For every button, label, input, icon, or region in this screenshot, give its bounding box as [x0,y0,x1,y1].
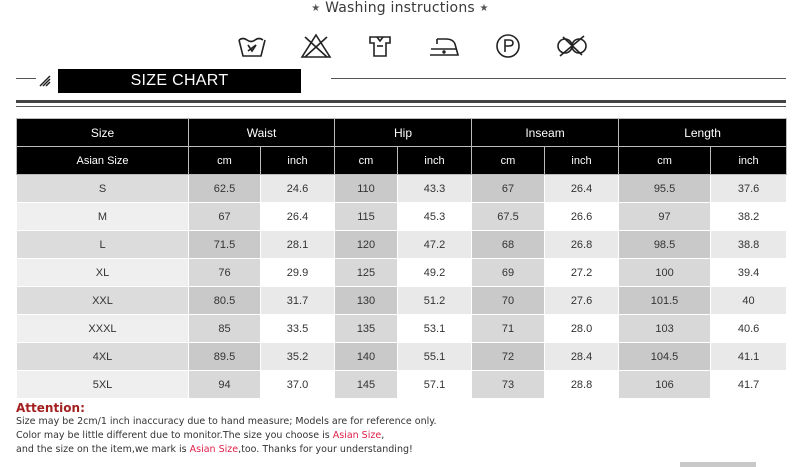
size-label-cell: S [17,175,189,203]
size-chart-banner [58,69,301,93]
divider-line [331,78,786,79]
star-icon: ★ [311,3,321,14]
column-subheader-unit: cm [189,147,261,175]
table-row [17,203,787,231]
size-label-cell: XXXL [17,315,189,343]
column-subheader-asian-size: Asian Size [17,147,189,175]
scrollbar[interactable] [680,462,756,467]
measurement-cell: 39.4 [711,259,787,287]
measurement-cell: 53.1 [398,315,472,343]
measurement-cell: 145 [335,371,398,399]
attention-line-3-text: and the size on the item,we mark is [16,444,190,455]
measurement-cell: 41.1 [711,343,787,371]
measurement-cell: 130 [335,287,398,315]
measurement-cell: 40 [711,287,787,315]
size-label-cell: XXL [17,287,189,315]
measurement-cell: 47.2 [398,231,472,259]
column-header-size: Size [17,119,189,147]
washing-title-text: Washing instructions [325,0,475,16]
banner-arrow-icon [38,74,52,88]
measurement-cell: 28.1 [261,231,335,259]
size-label-cell: XL [17,259,189,287]
measurement-cell: 72 [472,343,545,371]
measurement-cell: 26.4 [545,175,619,203]
measurement-cell: 85 [189,315,261,343]
column-subheader-unit: inch [398,147,472,175]
measurement-cell: 71 [472,315,545,343]
measurement-cell: 51.2 [398,287,472,315]
measurement-cell: 110 [335,175,398,203]
asian-size-highlight: Asian Size [189,444,239,455]
washing-instructions-title [0,0,800,18]
divider-line [16,106,786,107]
measurement-cell: 135 [335,315,398,343]
measurement-cell: 35.2 [261,343,335,371]
dry-clean-p-icon [491,32,525,60]
do-not-tumble-dry-icon [555,32,589,60]
measurement-cell: 73 [472,371,545,399]
divider-line-thick [16,100,786,103]
attention-line-3 [16,443,786,457]
size-label-cell: M [17,203,189,231]
measurement-cell: 27.6 [545,287,619,315]
column-header-inseam: Inseam [472,119,619,147]
measurement-cell: 120 [335,231,398,259]
table-row [17,259,787,287]
measurement-cell: 33.5 [261,315,335,343]
column-header-waist: Waist [189,119,335,147]
size-chart-table [16,118,787,399]
measurement-cell: 67.5 [472,203,545,231]
measurement-cell: 95.5 [619,175,711,203]
table-row [17,175,787,203]
measurement-cell: 28.8 [545,371,619,399]
measurement-cell: 24.6 [261,175,335,203]
attention-line-1: Size may be 2cm/1 inch inaccuracy due to hand measure; Models are for reference only. [16,416,437,427]
attention-notes [16,401,786,457]
measurement-cell: 37.0 [261,371,335,399]
measurement-cell: 67 [189,203,261,231]
measurement-cell: 41.7 [711,371,787,399]
measurement-cell: 57.1 [398,371,472,399]
table-group-header-row [17,119,787,147]
column-subheader-unit: inch [545,147,619,175]
measurement-cell: 76 [189,259,261,287]
measurement-cell: 43.3 [398,175,472,203]
table-row [17,343,787,371]
size-label-cell: 4XL [17,343,189,371]
attention-line-2-end: , [381,430,385,441]
measurement-cell: 26.6 [545,203,619,231]
measurement-cell: 55.1 [398,343,472,371]
measurement-cell: 31.7 [261,287,335,315]
do-not-bleach-icon [299,32,333,60]
column-subheader-unit: inch [711,147,787,175]
hang-dry-icon [363,32,397,60]
measurement-cell: 27.2 [545,259,619,287]
table-unit-header-row [17,147,787,175]
measurement-cell: 101.5 [619,287,711,315]
measurement-cell: 140 [335,343,398,371]
size-chart-title: SIZE CHART [130,72,229,89]
column-subheader-unit: cm [619,147,711,175]
measurement-cell: 62.5 [189,175,261,203]
measurement-cell: 70 [472,287,545,315]
size-label-cell: 5XL [17,371,189,399]
asian-size-highlight: Asian Size [332,430,382,441]
measurement-cell: 80.5 [189,287,261,315]
measurement-cell: 68 [472,231,545,259]
measurement-cell: 38.8 [711,231,787,259]
measurement-cell: 69 [472,259,545,287]
measurement-cell: 28.0 [545,315,619,343]
table-row [17,371,787,399]
table-row [17,287,787,315]
attention-title: Attention: [16,401,85,415]
measurement-cell: 89.5 [189,343,261,371]
measurement-cell: 115 [335,203,398,231]
hand-wash-icon [235,32,269,60]
attention-line-2-text: Color may be little different due to monitor.The size you choose is [16,430,333,441]
measurement-cell: 125 [335,259,398,287]
measurement-cell: 97 [619,203,711,231]
measurement-cell: 40.6 [711,315,787,343]
column-header-hip: Hip [335,119,472,147]
column-subheader-unit: cm [472,147,545,175]
measurement-cell: 38.2 [711,203,787,231]
column-subheader-unit: cm [335,147,398,175]
measurement-cell: 28.4 [545,343,619,371]
measurement-cell: 106 [619,371,711,399]
column-subheader-unit: inch [261,147,335,175]
attention-line-2 [16,429,786,443]
measurement-cell: 37.6 [711,175,787,203]
column-header-length: Length [619,119,787,147]
care-icons-row [0,32,800,60]
measurement-cell: 49.2 [398,259,472,287]
measurement-cell: 104.5 [619,343,711,371]
star-icon: ★ [479,3,489,14]
measurement-cell: 26.8 [545,231,619,259]
measurement-cell: 94 [189,371,261,399]
attention-line-3-end: ,too. Thanks for your understanding! [238,444,413,455]
measurement-cell: 103 [619,315,711,343]
measurement-cell: 29.9 [261,259,335,287]
table-row [17,315,787,343]
measurement-cell: 98.5 [619,231,711,259]
table-row [17,231,787,259]
measurement-cell: 45.3 [398,203,472,231]
measurement-cell: 100 [619,259,711,287]
measurement-cell: 26.4 [261,203,335,231]
iron-low-icon [427,32,461,60]
measurement-cell: 71.5 [189,231,261,259]
size-label-cell: L [17,231,189,259]
divider-line [16,78,36,79]
measurement-cell: 67 [472,175,545,203]
